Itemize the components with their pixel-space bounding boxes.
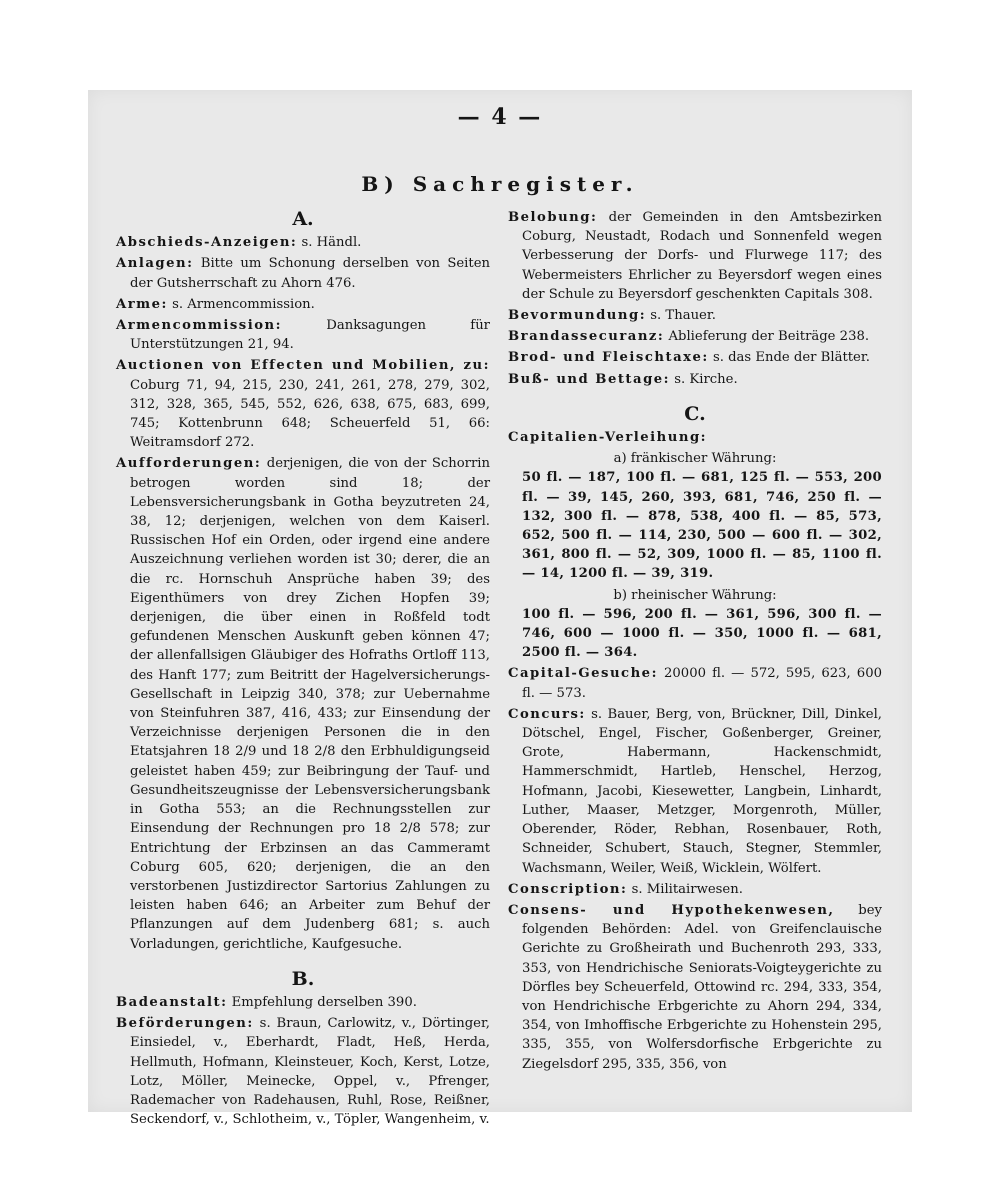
index-entry xyxy=(508,880,882,899)
entry-head: Arme: xyxy=(116,296,168,312)
index-entry xyxy=(508,208,882,304)
entry-text: der Gemeinden in den Amtsbezirken Coburg, Neustadt, Rodach und Sonnenfeld wegen Verbesserung der Dorfs- und Flurwege 117; des Webermeisters Ehrlicher zu Beyersdorf wegen eines der Schule zu Beyersdorf geschenkten Capitals 308. xyxy=(522,210,882,302)
index-entry xyxy=(508,705,882,878)
entry-text: bey folgenden Behörden: Adel. von Greifenclauische Gerichte zu Großheirath und Buchenroth 293, 333, 353, von Hendrichische Seniorats-Voigteygerichte zu Dörfles bey Scheuerfeld, Ottowind rc. 294, 333, 354, von Hendrichische Erbgerichte zu Ahorn 294, 334, 354, von Imhoffische Erbgerichte zu Hohenstein 295, 335, 355, von Wolfersdorfische Erbgerichte zu Ziegelsdorf 295, 335, 356, von xyxy=(522,902,882,1072)
index-entry xyxy=(116,254,490,292)
entry-head: Beförderungen: xyxy=(116,1016,254,1032)
entry-head: Capital-Gesuche: xyxy=(508,666,658,682)
entry-text: s. Armencommission. xyxy=(172,296,315,312)
entry-head: Aufforderungen: xyxy=(116,456,262,472)
index-entry xyxy=(508,327,882,346)
entry-head: Anlagen: xyxy=(116,256,194,272)
entry-text: Coburg 71, 94, 215, 230, 241, 261, 278, 279, 302, 312, 328, 365, 545, 552, 626, 638, 675, 683, 699, 745; Kottenbrunn 648; Scheuerfeld 51, 66: Weitramsdorf 272. xyxy=(130,377,490,451)
capital-amounts-franconian: 50 fl. — 187, 100 fl. — 681, 125 fl. — 553, 200 fl. — 39, 145, 260, 393, 681, 746, 250 fl. — 132, 300 fl. — 878, 538, 400 fl. — 85, 573, 652, 500 fl. — 114, 230, 500 — 600 fl. — 302, 361, 800 fl. — 52, 309, 1000 fl. — 85, 1100 fl. — 14, 1200 fl. — 39, 319. xyxy=(522,470,882,582)
currency-subheading: b) rheinischer Währung: xyxy=(613,587,777,603)
letter-heading-a: A. xyxy=(292,208,314,230)
letter-heading-b: B. xyxy=(291,967,315,990)
letter-heading-c: C. xyxy=(684,402,706,425)
entry-head: Buß- und Bettage: xyxy=(508,371,671,387)
entry-text: Bitte um Schonung derselben von Seiten der Gutsherrschaft zu Ahorn 476. xyxy=(130,256,490,291)
entry-text: s. das Ende der Blätter. xyxy=(712,350,870,366)
index-entry xyxy=(116,295,490,314)
index-entry xyxy=(116,233,490,252)
page-number: — 4 — xyxy=(457,104,543,130)
entry-text: 20000 fl. — 572, 595, 623, 600 fl. — 573. xyxy=(522,666,882,701)
entry-head: Armencommission: xyxy=(116,318,282,334)
entry-head: Badeanstalt: xyxy=(116,994,228,1010)
index-entry xyxy=(508,348,882,367)
entry-head: Consens- und Hypothekenwesen, xyxy=(508,902,835,918)
entry-text: Danksagungen für Unterstützungen 21, 94. xyxy=(130,318,490,353)
right-column xyxy=(508,208,882,1076)
index-entry xyxy=(116,454,490,953)
entry-text: s. Militairwesen. xyxy=(631,881,743,897)
index-entry xyxy=(116,993,490,1012)
currency-subheading: a) fränkischer Währung: xyxy=(613,451,777,467)
entry-head: Brod- und Fleischtaxe: xyxy=(508,350,709,366)
entry-head: Brandassecuranz: xyxy=(508,329,665,345)
entry-head: Belobung: xyxy=(508,210,598,225)
entry-text: s. Braun, Carlowitz, v., Dörtinger, Einsiedel, v., Eberhardt, Fladt, Heß, Herda, Hellmuth, Hofmann, Kleinsteuer, Koch, Kerst, Lotze, Lotz, Möller, Meinecke, Oppel, v., Pfrenger, Rademacher von Radehausen, Ruhl, Rose, Reißner, Seckendorf, v., Schlotheim, v., Töpler, Wangenheim, v. xyxy=(130,1016,490,1128)
entry-head: Conscription: xyxy=(508,881,628,897)
entry-text: s. Händl. xyxy=(301,235,362,251)
index-entry xyxy=(116,316,490,354)
entry-text: s. Bauer, Berg, von, Brückner, Dill, Dinkel, Dötschel, Engel, Fischer, Goßenberger, Greiner, Grote, Habermann, Hackenschmidt, Hammerschmidt, Hartleb, Henschel, Herzog, Hofmann, Jacobi, Kiesewetter, Langbein, Linhardt, Luther, Maaser, Metzger, Morgenroth, Müller, Oberender, Röder, Rebhan, Rosenbauer, Roth, Schneider, Schubert, Stauch, Stegner, Stemmler, Wachsmann, Weiler, Weiß, Wicklein, Wölfert. xyxy=(522,706,882,876)
entry-head: Bevormundung: xyxy=(508,308,647,324)
entry-head: Concurs: xyxy=(508,706,586,722)
index-entry xyxy=(116,1014,490,1129)
index-entry xyxy=(508,901,882,1074)
entry-text: derjenigen, die von der Schorrin betrogen worden sind 18; der Lebensversicherungsbank in Gotha beyzutreten 24, 38, 12; derjenigen, welchen von dem Kaiserl. Russischen Hof ein Orden, oder irgend eine andere Auszeichnung verliehen worden ist 30; derer, die an die rc. Hornschuh Ansprüche haben 39; des Eigenthümers von drey Zichen Hopfen 39; derjenigen, die über einen in Roßfeld todt gefundenen Menschen Auskunft geben können 47; der allenfallsigen Gläubiger des Hofraths Ortloff 113, des Hanft 177; zum Beitritt der Hagelversicherungs-Gesellschaft in Leipzig 340, 378; zur Uebernahme von Steinfuhren 387, 416, 433; zur Einsendung der Verzeichnisse derjenigen Personen die in den Etatsjahren 18 2/9 und 18 2/8 den Erbhuldigungseid geleistet haben 459; zur Beibringung der Tauf- und Gesundheitszeugnisse der Lebensversicherungsbank in Gotha 553; an die Rechnungsstellen zur Einsendung der Rechnungen pro 18 2/8 578; zur Entrichtung der Erbzinsen an das Cammeramt Coburg 605, 620; derjenigen, die an den verstorbenen Justizdirector Sartorius Zahlungen zu leisten haben 646; an Arbeiter zum Behuf der Pflanzungen auf dem Judenberg 681; s. auch Vorladungen, gerichtliche, Kaufgesuche. xyxy=(130,456,490,952)
spacer xyxy=(116,956,490,968)
section-title: B) Sachregister. xyxy=(361,172,639,196)
spacer xyxy=(508,391,882,403)
entry-text: s. Thauer. xyxy=(650,308,716,324)
left-column xyxy=(116,208,490,1131)
index-entry xyxy=(508,306,882,325)
entry-text: Empfehlung derselben 390. xyxy=(231,994,417,1010)
entry-head: Auctionen von Effecten und Mobilien, zu: xyxy=(116,358,490,374)
entry-text: s. Kirche. xyxy=(674,371,738,387)
entry-head: Capitalien-Verleihung: xyxy=(508,430,708,446)
capital-amounts-rhenish: 100 fl. — 596, 200 fl. — 361, 596, 300 fl. — 746, 600 — 1000 fl. — 350, 1000 fl. — 681, 2500 fl. — 364. xyxy=(522,606,882,661)
index-entry xyxy=(508,428,882,447)
entry-text: Ablieferung der Beiträge 238. xyxy=(668,329,870,345)
index-entry xyxy=(508,370,882,389)
entry-head: Abschieds-Anzeigen: xyxy=(116,235,298,251)
index-entry xyxy=(116,356,490,452)
index-entry xyxy=(508,664,882,702)
